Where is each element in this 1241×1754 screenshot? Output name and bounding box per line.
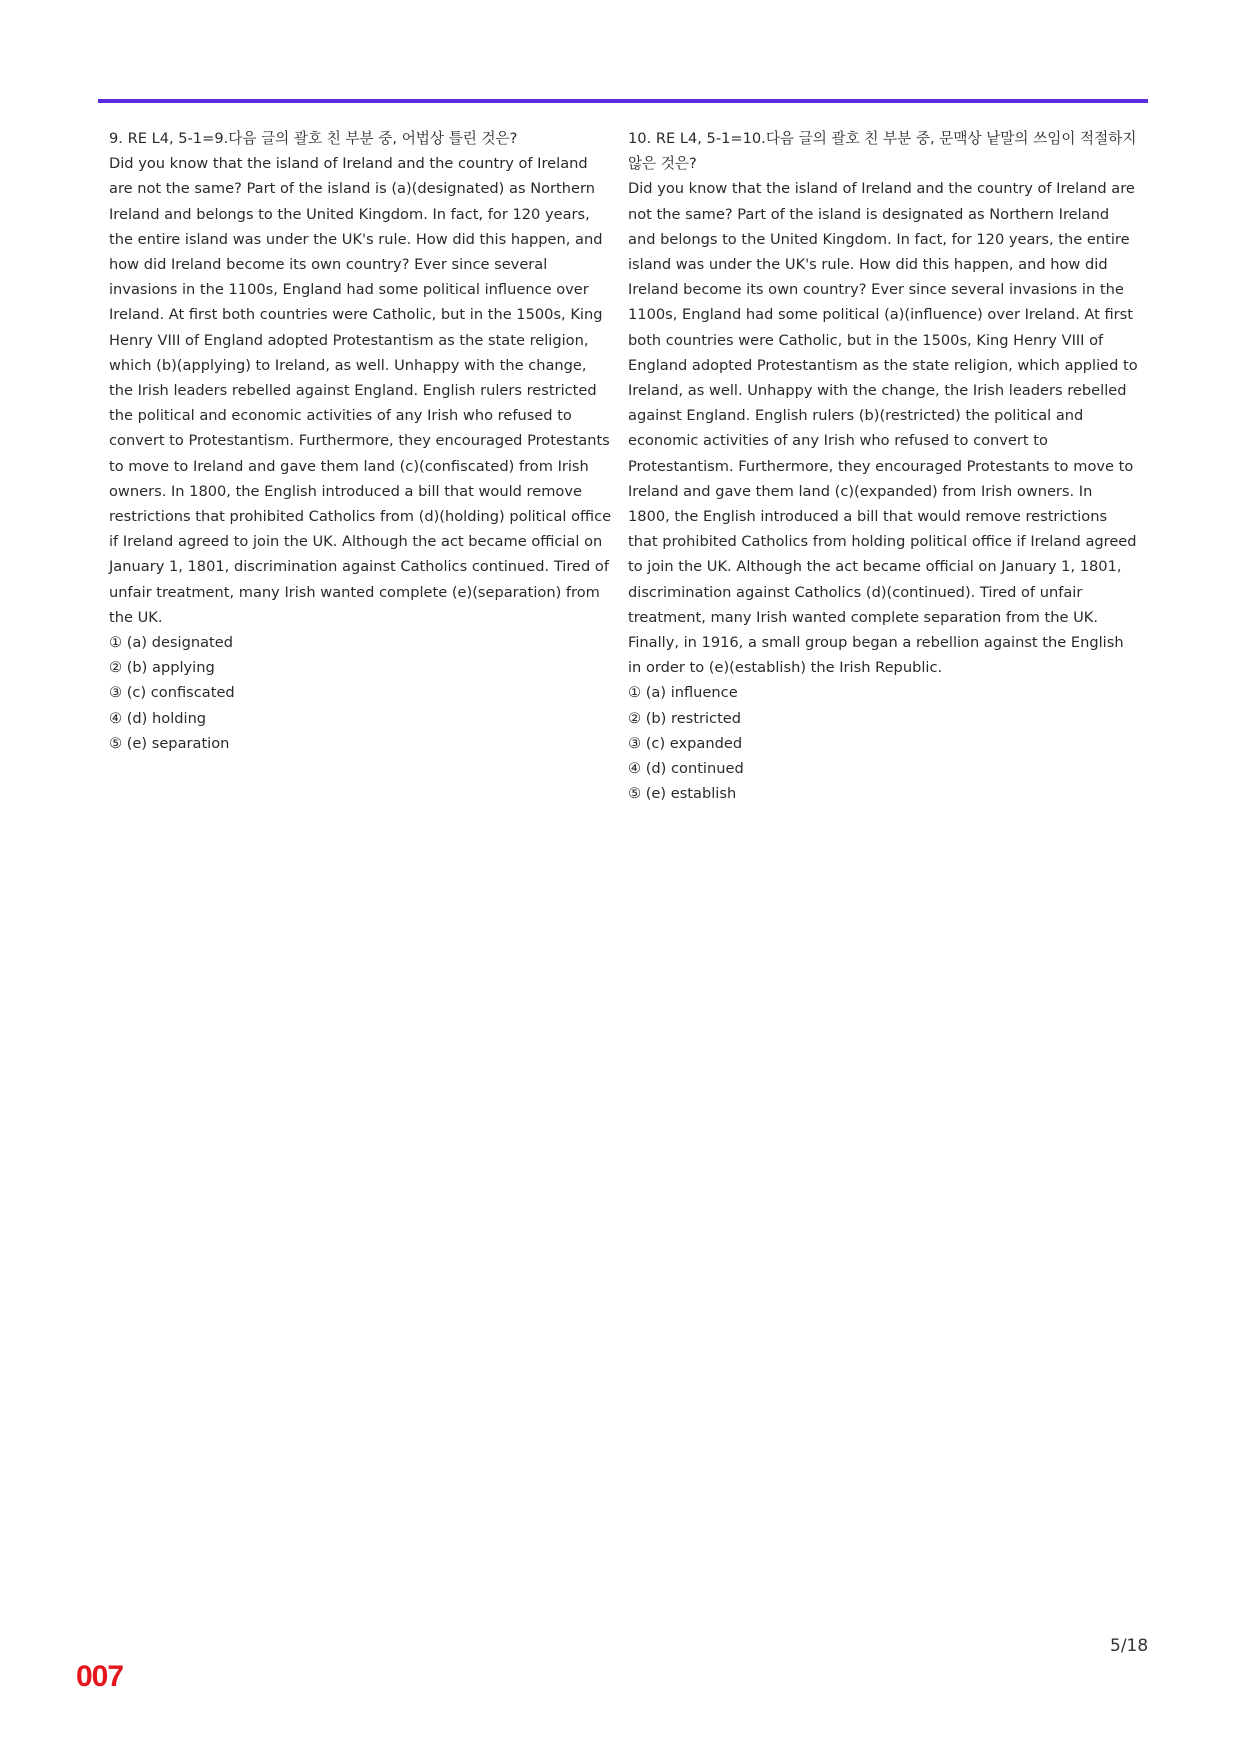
question-9-passage: Did you know that the island of Ireland and the country of Ireland are not the same? Part of the island is (a)(designated) as Northern Ireland and belongs to the United Kingdom. In fact, for 120 years, the entire island was under the UK's rule. How did this happen, and how did Ireland become its own country? Ever since several invasions in the 1100s, England had some political influence over Ireland. At first both countries were Catholic, but in the 1500s, King Henry VIII of England adopted Protestantism as the state religion, which (b)(applying) to Ireland, as well. Unhappy with the change, the Irish leaders rebelled against England. English rulers restricted the political and economic activities of any Irish who refused to convert to Protestantism. Furthermore, they encouraged Protestants to move to Ireland and gave them land (c)(confiscated) from Irish owners. In 1800, the English introduced a bill that would remove restrictions that prohibited Catholics from (d)(holding) political office if Ireland agreed to join the UK. Although the act became official on January 1, 1801, discrimination against Catholics continued. Tired of unfair treatment, many Irish wanted complete (e)(separation) from the UK. — [109, 155, 612, 626]
header-divider — [98, 99, 1148, 103]
question-9-choice-3[interactable]: ③ (c) confiscated — [109, 684, 235, 702]
question-10-choice-2[interactable]: ② (b) restricted — [628, 709, 742, 727]
footer-logo: 007 — [76, 1660, 124, 1693]
question-10-passage: Did you know that the island of Ireland and the country of Ireland are not the same? Part of the island is designated as Northern Ireland and belongs to the United Kingdom. In fact, for 120 years, the entire island was under the UK's rule. How did this happen, and how did Ireland become its own country? Ever since several invasions in the 1100s, England had some political (a)(influence) over Ireland. At first both countries were Catholic, but in the 1500s, King Henry VIII of England adopted Protestantism as the state religion, which applied to Ireland, as well. Unhappy with the change, the Irish leaders rebelled against England. English rulers (b)(restricted) the political and economic activities of any Irish who refused to convert to Protestantism. Furthermore, they encouraged Protestants to move to Ireland and gave them land (c)(expanded) from Irish owners. In 1800, the English introduced a bill that would remove restrictions that prohibited Catholics from holding political office if Ireland agreed to join the UK. Although the act became official on January 1, 1801, discrimination against Catholics (d)(continued). Tired of unfair treatment, many Irish wanted complete separation from the UK. Finally, in 1916, a small group began a rebellion against the English in order to (e)(establish) the Irish Republic. — [628, 180, 1138, 677]
question-10 — [628, 126, 1138, 806]
question-9-choice-2[interactable]: ② (b) applying — [109, 659, 215, 677]
question-9-choice-1[interactable]: ① (a) designated — [109, 634, 234, 652]
page-number: 5/18 — [1110, 1636, 1149, 1656]
question-9-choice-4[interactable]: ④ (d) holding — [109, 709, 207, 727]
question-10-choice-1[interactable]: ① (a) influence — [628, 684, 738, 702]
question-10-choice-4[interactable]: ④ (d) continued — [628, 760, 744, 778]
question-10-choices — [628, 680, 1138, 806]
question-10-heading: 10. RE L4, 5-1=10.다음 글의 괄호 친 부분 중, 문맥상 낱말의 쓰임이 적절하지 않은 것은? — [628, 130, 1137, 173]
question-9-choice-5[interactable]: ⑤ (e) separation — [109, 734, 230, 752]
question-9 — [109, 126, 612, 756]
question-9-choices — [109, 630, 612, 756]
question-9-heading: 9. RE L4, 5-1=9.다음 글의 괄호 친 부분 중, 어법상 틀린 것은? — [109, 130, 518, 147]
question-10-choice-5[interactable]: ⑤ (e) establish — [628, 785, 737, 803]
question-10-choice-3[interactable]: ③ (c) expanded — [628, 734, 743, 752]
